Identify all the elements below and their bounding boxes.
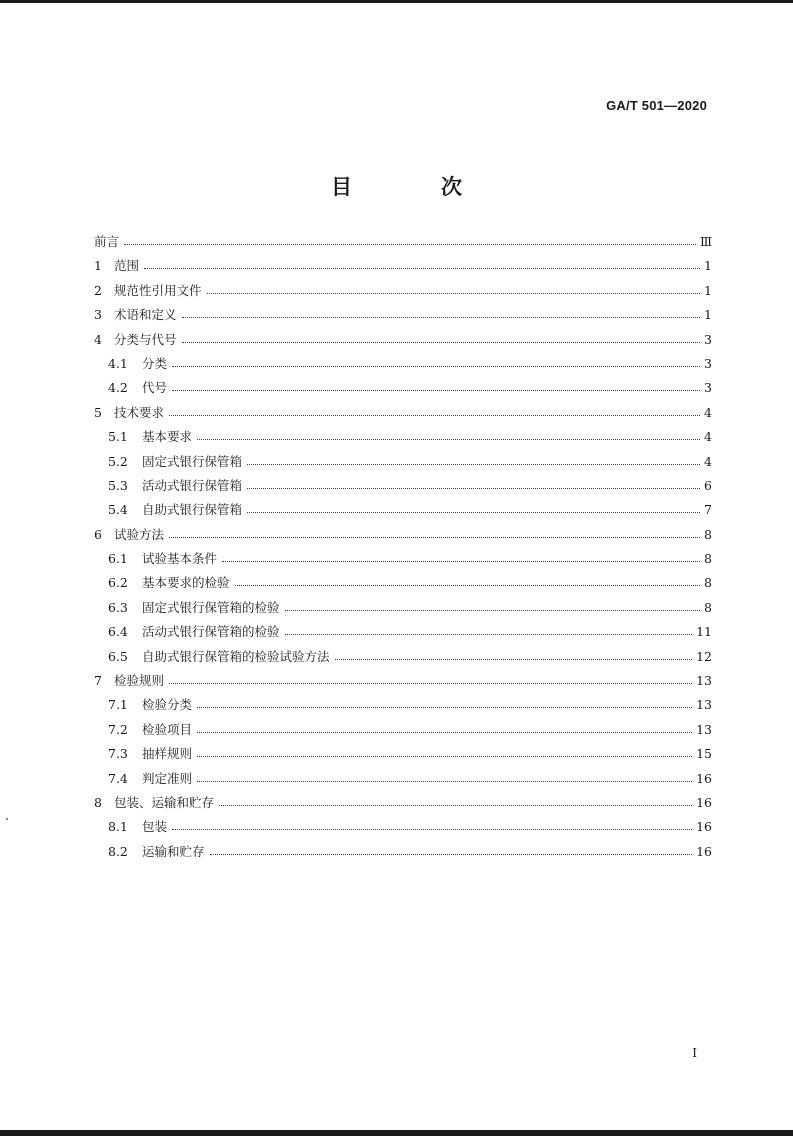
toc-leader-dots	[197, 755, 692, 757]
scan-speck	[6, 818, 8, 820]
page-number: I	[692, 1046, 697, 1060]
toc-entry-label: 试验基本条件	[142, 551, 218, 567]
toc-entry-label: 活动式银行保管箱	[142, 477, 243, 493]
toc-entry[interactable]	[94, 769, 712, 789]
toc-entry[interactable]	[94, 549, 712, 569]
toc-entry-number: 5	[94, 404, 102, 420]
toc-entry-page: 3	[704, 380, 712, 396]
toc-entry[interactable]	[94, 622, 712, 642]
standard-code: GA/T 501—2020	[606, 98, 707, 113]
toc-leader-dots	[210, 853, 693, 855]
toc-leader-dots	[169, 682, 692, 684]
toc-entry-page: 4	[704, 453, 712, 469]
toc-entry-page: 3	[704, 355, 712, 371]
toc-entry-label: 包装	[142, 819, 168, 835]
toc-leader-dots	[172, 389, 700, 391]
toc-entry-label: 试验方法	[114, 526, 165, 542]
toc-entry[interactable]	[94, 354, 712, 374]
toc-entry-label: 前言	[94, 234, 120, 249]
toc-leader-dots	[219, 804, 692, 806]
toc-entry[interactable]	[94, 378, 712, 398]
toc-entry-page: 4	[704, 404, 712, 420]
toc-entry-page: 1	[704, 258, 712, 274]
toc-entry-page: 1	[704, 282, 712, 298]
toc-entry-number: 5.1	[108, 429, 128, 445]
toc-leader-dots	[235, 584, 700, 586]
toc-entry-label: 运输和贮存	[142, 843, 205, 859]
table-of-contents	[94, 232, 712, 866]
toc-entry-number: 6	[94, 526, 102, 542]
toc-entry[interactable]	[94, 305, 712, 325]
toc-entry[interactable]	[94, 452, 712, 472]
toc-entry-page: 16	[696, 843, 712, 859]
toc-entry-number: 6.5	[108, 648, 128, 664]
toc-entry[interactable]	[94, 647, 712, 667]
toc-entry-page: 13	[696, 721, 712, 737]
toc-entry[interactable]	[94, 842, 712, 862]
toc-entry-page: 16	[696, 819, 712, 835]
toc-entry-label: 抽样规则	[142, 746, 193, 762]
toc-entry-number: 7.3	[108, 746, 128, 762]
toc-entry[interactable]	[94, 232, 712, 252]
toc-entry[interactable]	[94, 671, 712, 691]
toc-entry[interactable]	[94, 695, 712, 715]
toc-entry-page: 13	[696, 673, 712, 689]
toc-entry-page: 3	[704, 331, 712, 347]
toc-entry-page: Ⅲ	[699, 234, 712, 249]
toc-leader-dots	[197, 780, 692, 782]
toc-entry-number: 3	[94, 307, 102, 323]
toc-leader-dots	[169, 414, 700, 416]
toc-entry[interactable]	[94, 720, 712, 740]
toc-entry-page: 13	[696, 697, 712, 713]
toc-entry-number: 6.4	[108, 624, 128, 640]
toc-entry-number: 7.1	[108, 697, 128, 713]
toc-leader-dots	[182, 341, 700, 343]
toc-entry-number: 5.3	[108, 477, 128, 493]
toc-entry-label: 检验分类	[142, 697, 193, 713]
toc-leader-dots	[222, 560, 700, 562]
toc-entry-label: 术语和定义	[114, 307, 177, 323]
toc-entry-page: 8	[704, 526, 712, 542]
toc-entry-page: 11	[696, 624, 712, 640]
toc-entry-number: 7.2	[108, 721, 128, 737]
toc-entry[interactable]	[94, 573, 712, 593]
toc-entry[interactable]	[94, 793, 712, 813]
toc-entry-label: 基本要求	[142, 429, 193, 445]
toc-entry-page: 16	[696, 770, 712, 786]
toc-leader-dots	[144, 267, 700, 269]
toc-entry[interactable]	[94, 525, 712, 545]
toc-leader-dots	[124, 243, 696, 245]
page-title: 目 次	[331, 175, 496, 199]
toc-entry-number: 5.4	[108, 502, 128, 518]
toc-entry-number: 7	[94, 673, 102, 689]
toc-entry[interactable]	[94, 598, 712, 618]
toc-entry-label: 活动式银行保管箱的检验	[142, 624, 280, 640]
top-edge-line	[0, 0, 793, 3]
toc-entry-label: 固定式银行保管箱的检验	[142, 599, 280, 615]
toc-entry-number: 7.4	[108, 770, 128, 786]
toc-entry-number: 8.1	[108, 819, 128, 835]
toc-entry-page: 16	[696, 794, 712, 810]
toc-entry-label: 自助式银行保管箱的检验试验方法	[142, 648, 330, 664]
toc-entry-label: 分类与代号	[114, 331, 177, 347]
toc-entry-page: 8	[704, 575, 712, 591]
toc-entry[interactable]	[94, 744, 712, 764]
toc-entry[interactable]	[94, 330, 712, 350]
toc-entry-label: 代号	[142, 380, 168, 396]
toc-entry-page: 1	[704, 307, 712, 323]
toc-entry[interactable]	[94, 500, 712, 520]
toc-entry[interactable]	[94, 281, 712, 301]
toc-entry-number: 5.2	[108, 453, 128, 469]
toc-leader-dots	[207, 292, 700, 294]
toc-entry-number: 6.1	[108, 551, 128, 567]
toc-leader-dots	[182, 316, 700, 318]
toc-entry-page: 8	[704, 551, 712, 567]
toc-leader-dots	[197, 731, 692, 733]
toc-entry[interactable]	[94, 817, 712, 837]
toc-entry-number: 2	[94, 282, 102, 298]
toc-entry[interactable]	[94, 403, 712, 423]
toc-entry-label: 固定式银行保管箱	[142, 453, 243, 469]
bottom-edge-line	[0, 1130, 793, 1136]
toc-leader-dots	[247, 511, 700, 513]
toc-entry-page: 7	[704, 502, 712, 518]
toc-entry-label: 检验项目	[142, 721, 193, 737]
toc-entry-number: 6.3	[108, 599, 128, 615]
toc-entry-number: 1	[94, 258, 102, 274]
toc-leader-dots	[247, 487, 700, 489]
toc-entry-label: 基本要求的检验	[142, 575, 230, 591]
toc-leader-dots	[197, 706, 692, 708]
toc-leader-dots	[285, 609, 700, 611]
toc-entry-page: 15	[696, 746, 712, 762]
toc-entry-page: 4	[704, 429, 712, 445]
toc-entry-number: 4.1	[108, 355, 128, 371]
toc-leader-dots	[335, 658, 693, 660]
toc-entry-number: 4	[94, 331, 102, 347]
toc-entry-number: 4.2	[108, 380, 128, 396]
toc-entry[interactable]	[94, 476, 712, 496]
toc-entry-number: 8	[94, 794, 102, 810]
toc-leader-dots	[169, 536, 700, 538]
toc-leader-dots	[285, 633, 693, 635]
toc-entry-label: 分类	[142, 355, 168, 371]
toc-entry-page: 12	[696, 648, 712, 664]
toc-entry-label: 规范性引用文件	[114, 282, 202, 298]
toc-entry[interactable]	[94, 427, 712, 447]
toc-entry-page: 6	[704, 477, 712, 493]
toc-entry-label: 包装、运输和贮存	[114, 794, 215, 810]
toc-entry-label: 检验规则	[114, 673, 165, 689]
toc-leader-dots	[247, 463, 700, 465]
toc-entry-label: 范围	[114, 258, 140, 274]
toc-entry-number: 8.2	[108, 843, 128, 859]
toc-entry-label: 自助式银行保管箱	[142, 502, 243, 518]
toc-entry-number: 6.2	[108, 575, 128, 591]
toc-entry-page: 8	[704, 599, 712, 615]
toc-leader-dots	[197, 438, 700, 440]
toc-entry-label: 技术要求	[114, 404, 165, 420]
toc-entry-label: 判定准则	[142, 770, 193, 786]
toc-leader-dots	[172, 828, 692, 830]
toc-leader-dots	[172, 365, 700, 367]
toc-entry[interactable]	[94, 256, 712, 276]
